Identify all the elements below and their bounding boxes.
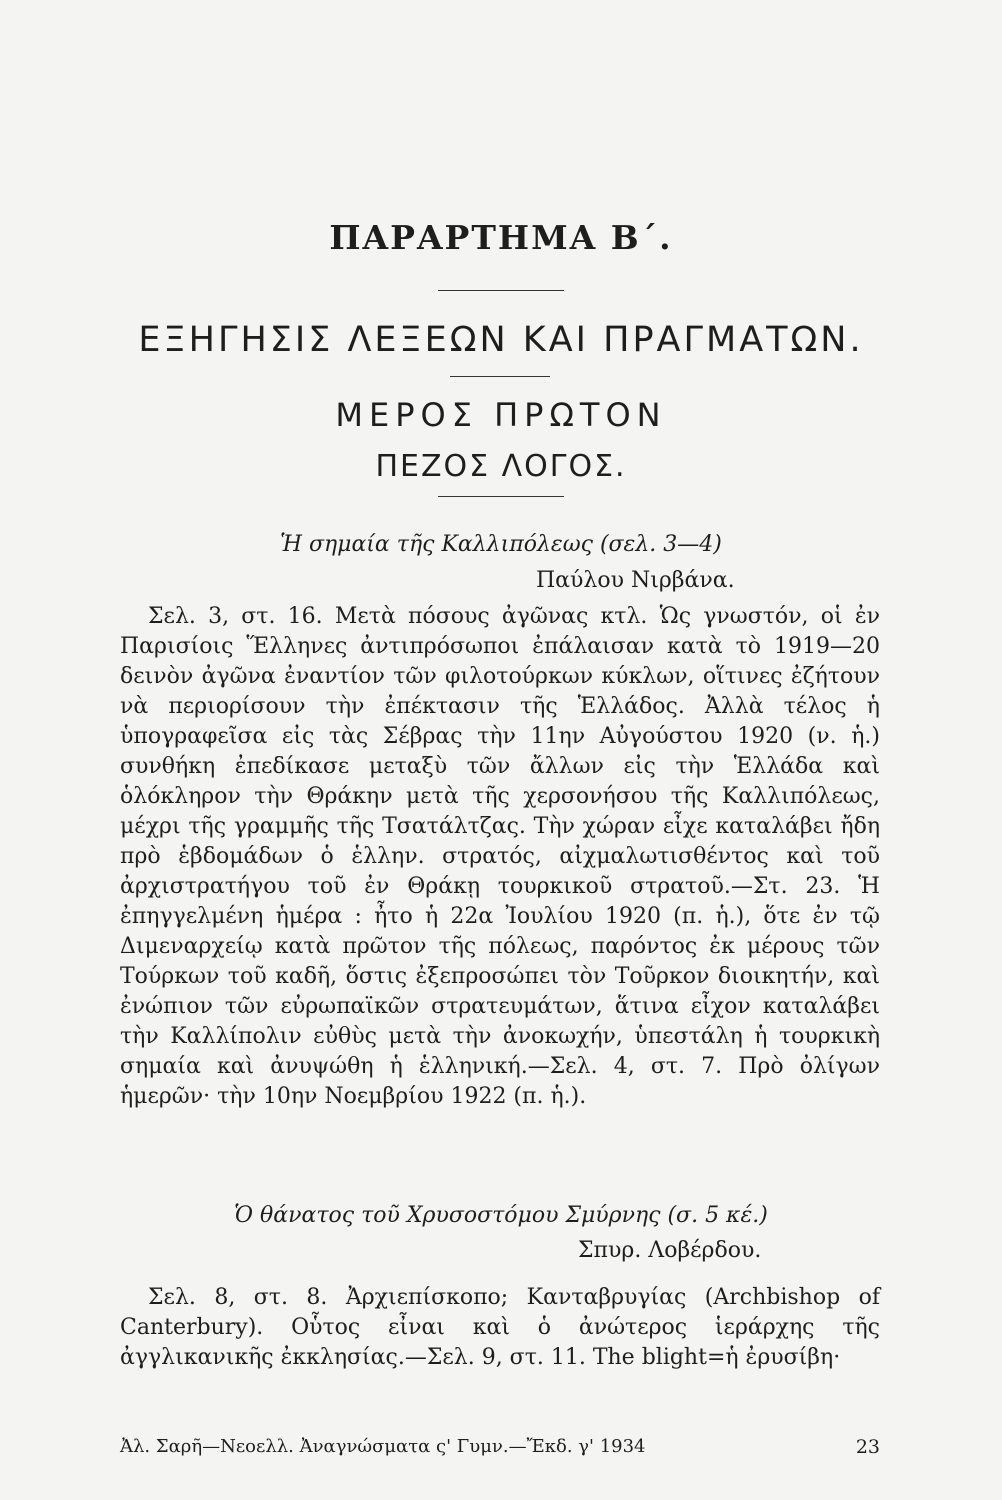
- entry-author: Σπυρ. Λοβέρδου.: [578, 1238, 762, 1263]
- entry-body: [120, 1283, 880, 1373]
- page-footer: [120, 1436, 880, 1457]
- entry-body: [120, 602, 880, 1112]
- divider: [438, 496, 564, 497]
- entry-heading: Ὁ θάνατος τοῦ Χρυσοστόμου Σμύρνης (σ. 5 κέ.): [234, 1203, 768, 1228]
- entry-paragraph: Σελ. 8, στ. 8. Ἀρχιεπίσκοπο; Κανταβρυγίας (Archbishop of Canterbury). Οὗτος εἶναι καὶ ὁ ἀνώτερος ἱεράρχης τῆς ἀγγλικανικῆς ἐκκλησίας.—Σελ. 9, στ. 11. The blight=ἡ ἐρυσίβη·: [120, 1285, 880, 1370]
- divider: [438, 290, 564, 291]
- entry-paragraph: Σελ. 3, στ. 16. Μετὰ πόσους ἀγῶνας κτλ. Ὡς γνωστόν, οἱ ἐν Παρισίοις Ἕλληνες ἀντιπρόσωποι ἐπάλαισαν κατὰ τὸ 1919—20 δεινὸν ἀγῶνα ἐναντίον τῶν φιλοτούρκων κύκλων, οἵτινες ἐζήτουν νὰ περιορίσουν τὴν ἐπέκτασιν τῆς Ἑλλάδος. Ἀλλὰ τέλος ἡ ὑπογραφεῖσα εἰς τὰς Σέβρας τὴν 11ην Αὐγούστου 1920 (ν. ἡ.) συνθήκη ἐπεδίκασε μεταξὺ τῶν ἄλλων εἰς τὴν Ἑλλάδα καὶ ὁλόκληρον τὴν Θράκην μετὰ τῆς χερσονήσου τῆς Καλλιπόλεως, μέχρι τῆς γραμμῆς τῆς Τσατάλτζας. Τὴν χώραν εἶχε καταλάβει ἤδη πρὸ ἑβδομάδων ὁ ἑλλην. στρατός, αἰχμαλωτισθέντος καὶ τοῦ ἀρχιστρατήγου τοῦ ἐν Θράκῃ τουρκικοῦ στρατοῦ.—Στ. 23. Ἡ ἐπηγγελμένη ἡμέρα : ἦτο ἡ 22α Ἰουλίου 1920 (π. ἡ.), ὅτε ἐν τῷ Διμεναρχείῳ κατὰ πρῶτον τῆς πόλεως, παρόντος ἐκ μέρους τῶν Τούρκων τοῦ καδῆ, ὅστις ἐξεπροσώπει τὸν Τοῦρκον διοικητήν, καὶ ἐνώπιον τῶν εὐρωπαϊκῶν στρατευμάτων, ἅτινα εἶχον καταλάβει τὴν Καλλίπολιν εὐθὺς μετὰ τὴν ἀνοκωχήν, ὑπεστάλη ἡ τουρκικὴ σημαία καὶ ἀνυψώθη ἡ ἑλληνική.—Σελ. 4, στ. 7. Πρὸ ὀλίγων ἡμερῶν· τὴν 10ην Νοεμβρίου 1922 (π. ἡ.).: [120, 604, 880, 1109]
- entry-author: Παύλου Νιρβάνα.: [536, 568, 735, 593]
- divider: [450, 376, 550, 377]
- part-title: ΜΕΡΟΣ ΠΡΩΤΟΝ: [335, 396, 667, 434]
- page-number: 23: [855, 1436, 880, 1458]
- section-title: ΕΞΗΓΗΣΙΣ ΛΕΞΕΩΝ ΚΑΙ ΠΡΑΓΜΑΤΩΝ.: [138, 320, 864, 360]
- part-subtitle: ΠΕΖΟΣ ΛΟΓΟΣ.: [375, 449, 627, 484]
- footer-source: Ἀλ. Σαρῆ—Νεοελλ. Ἀναγνώσματα ς' Γυμν.—Ἔκδ. γ' 1934: [120, 1436, 646, 1457]
- appendix-title: ΠΑΡΑΡΤΗΜΑ Β΄.: [329, 218, 673, 257]
- entry-heading: Ἡ σημαία τῆς Καλλιπόλεως (σελ. 3—4): [280, 532, 722, 557]
